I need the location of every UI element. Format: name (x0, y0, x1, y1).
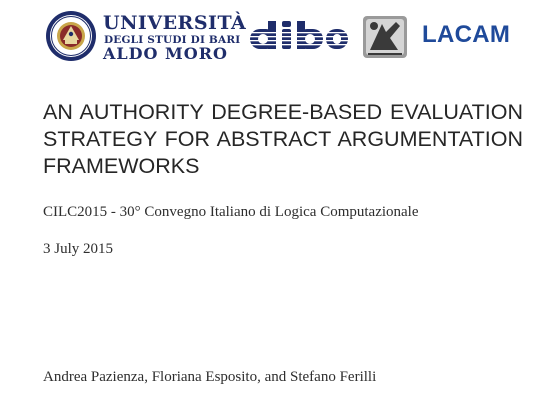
author-list: Andrea Pazienza, Floriana Esposito, and Stefano Ferilli (43, 369, 377, 385)
lacam-emblem-icon (360, 10, 410, 62)
university-name-line1: UNIVERSITÀ (103, 12, 247, 34)
university-name-line2: DEGLI STUDI DI BARI (104, 34, 241, 46)
lacam-logo (360, 10, 520, 62)
conference-name: CILC2015 - 30° Convegno Italiano di Logica Computazionale (43, 204, 419, 220)
presentation-date: 3 July 2015 (43, 241, 114, 257)
dib-logo (248, 20, 350, 52)
slide-title-line3: FRAMEWORKS (43, 154, 200, 178)
university-name-line3: ALDO MORO (103, 44, 228, 63)
slide-title-line2: STRATEGY FOR ABSTRACT ARGUMENTATION (43, 127, 523, 151)
university-logo (45, 10, 247, 63)
university-seal-icon (45, 10, 97, 62)
slide-title-line1: AN AUTHORITY DEGREE-BASED EVALUATION (43, 100, 523, 124)
slide-title (43, 99, 523, 180)
logo-bar (0, 0, 560, 70)
university-name (103, 10, 247, 63)
lacam-wordmark: LACAM (422, 21, 511, 48)
